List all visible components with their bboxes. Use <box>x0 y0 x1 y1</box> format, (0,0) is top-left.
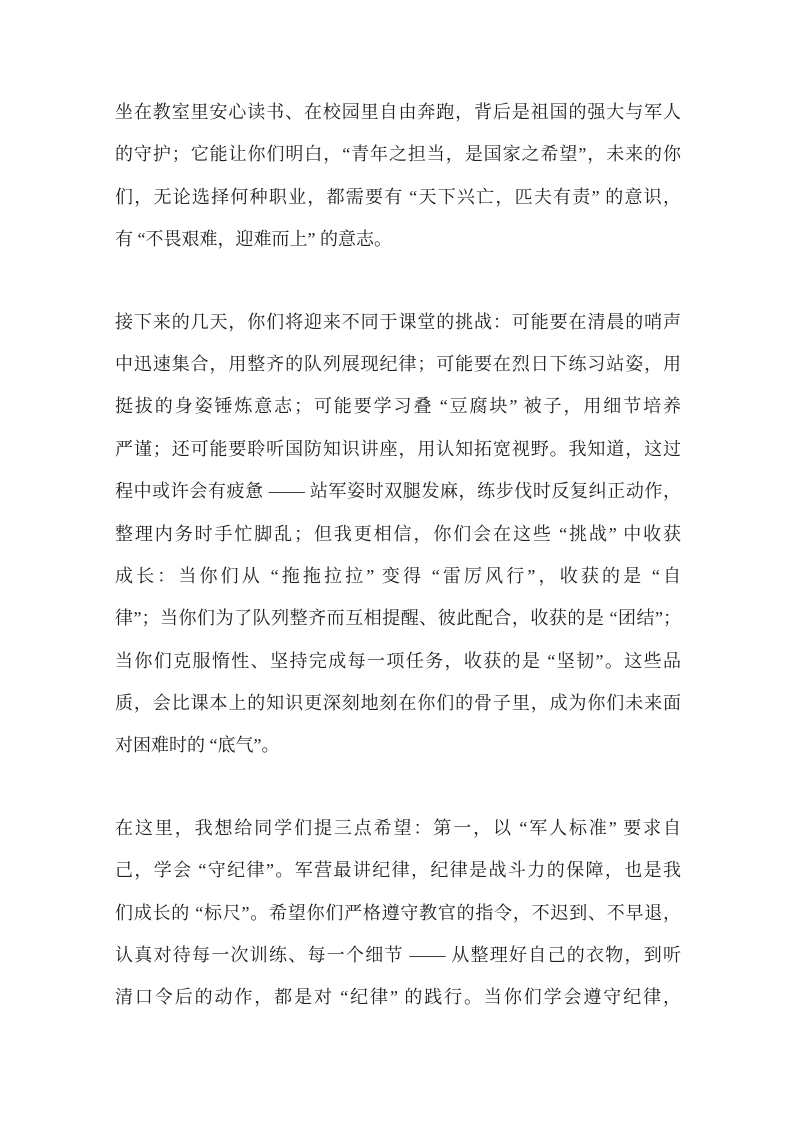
text-line: 程中或许会有疲惫 —— 站军姿时双腿发麻，练步伐时反复纠正动作， <box>115 481 681 502</box>
text-line: 清口令后的动作，都是对 “纪律” 的践行。当你们学会遵守纪律， <box>115 987 681 1008</box>
text-line: 们，无论选择何种职业，都需要有 “天下兴亡，匹夫有责” 的意识， <box>115 186 681 207</box>
text-line: 当你们克服惰性、坚持完成每一项任务，收获的是 “坚韧”。这些品 <box>115 650 681 671</box>
text-line: 接下来的几天，你们将迎来不同于课堂的挑战：可能要在清晨的哨声 <box>115 311 681 332</box>
text-line: 中迅速集合，用整齐的队列展现纪律；可能要在烈日下练习站姿，用 <box>115 353 681 374</box>
paragraph-1 <box>115 91 681 261</box>
text-line: 在这里，我想给同学们提三点希望：第一，以 “军人标准” 要求自 <box>115 817 681 838</box>
text-line: 质，会比课本上的知识更深刻地刻在你们的骨子里，成为你们未来面 <box>115 693 681 714</box>
text-line: 的守护；它能让你们明白，“青年之担当，是国家之希望”，未来的你 <box>115 144 681 165</box>
text-line: 成长：当你们从 “拖拖拉拉” 变得 “雷厉风行”，收获的是 “自 <box>115 565 681 586</box>
text-line: 己，学会 “守纪律”。军营最讲纪律，纪律是战斗力的保障，也是我 <box>115 860 681 881</box>
text-line: 坐在教室里安心读书、在校园里自由奔跑，背后是祖国的强大与军人 <box>115 102 681 122</box>
text-line: 整理内务时手忙脚乱；但我更相信，你们会在这些 “挑战” 中收获 <box>115 523 681 544</box>
text-line: 们成长的 “标尺”。希望你们严格遵守教官的指令，不迟到、不早退， <box>115 902 681 923</box>
text-line: 严谨；还可能要聆听国防知识讲座，用认知拓宽视野。我知道，这过 <box>115 438 681 459</box>
paragraph-2 <box>115 301 681 767</box>
text-line: 挺拔的身姿锤炼意志；可能要学习叠 “豆腐块” 被子，用细节培养 <box>115 396 681 417</box>
text-line: 认真对待每一次训练、每一个细节 —— 从整理好自己的衣物，到听 <box>115 945 681 966</box>
text-line: 律”；当你们为了队列整齐而互相提醒、彼此配合，收获的是 “团结”； <box>115 608 681 629</box>
text-line: 对困难时的 “底气”。 <box>115 735 280 756</box>
text-line: 有 “不畏艰难，迎难而上” 的意志。 <box>115 229 392 250</box>
paragraph-3 <box>115 807 681 1019</box>
